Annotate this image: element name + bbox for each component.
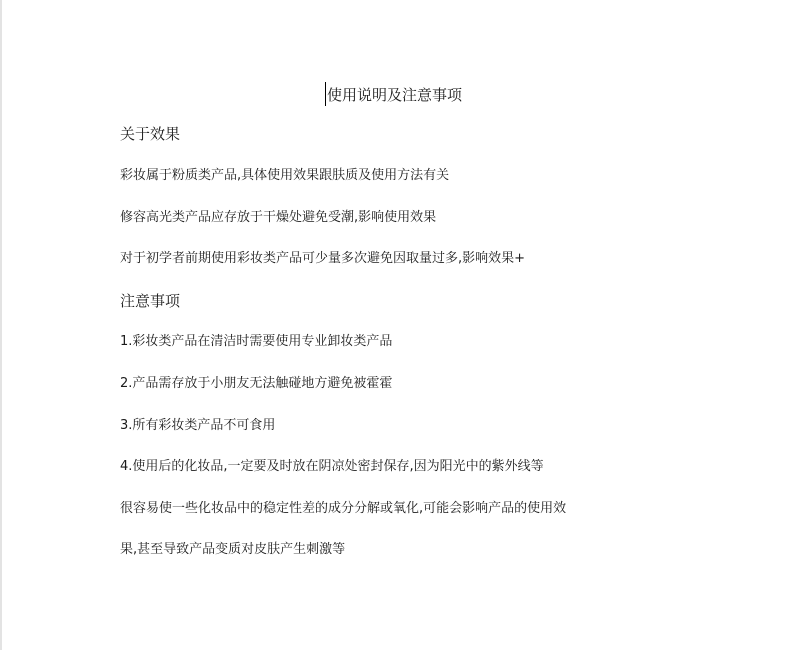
- paragraph: 1.彩妆类产品在清洁时需要使用专业卸妆类产品: [120, 334, 393, 349]
- paragraph: 很容易使一些化妆品中的稳定性差的成分分解或氧化,可能会影响产品的使用效: [120, 501, 567, 516]
- paragraph: 2.产品需存放于小朋友无法触碰地方避免被霍霍: [120, 376, 393, 391]
- paragraph: 3.所有彩妆类产品不可食用: [120, 418, 276, 433]
- text-cursor: [325, 82, 326, 106]
- paragraph: 4.使用后的化妆品,一定要及时放在阴凉处密封保存,因为阳光中的紫外线等: [120, 459, 544, 474]
- paragraph: 彩妆属于粉质类产品,具体使用效果跟肤质及使用方法有关: [120, 168, 450, 183]
- paragraph: 对于初学者前期使用彩妆类产品可少量多次避免因取量过多,影响效果+: [120, 251, 526, 266]
- paragraph: 果,甚至导致产品变质对皮肤产生刺激等: [120, 542, 346, 557]
- section-heading-precautions: 注意事项: [120, 292, 181, 310]
- section-heading-effects: 关于效果: [120, 125, 181, 143]
- document-title: 使用说明及注意事项: [326, 86, 462, 104]
- paragraph: 修容高光类产品应存放于干燥处避免受潮,影响使用效果: [120, 210, 437, 225]
- document-title-line: [0, 82, 787, 106]
